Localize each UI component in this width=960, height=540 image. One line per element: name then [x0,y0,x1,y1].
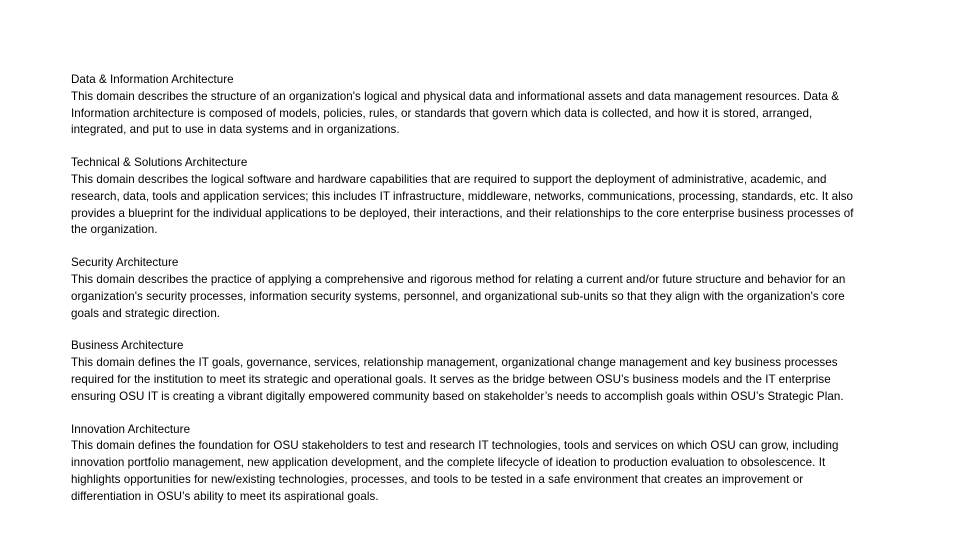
section-body: This domain describes the logical software and hardware capabilities that are required to support the deployment of administrative, academic, and research, data, tools and application services; this includes IT infrastructure, middleware, networks, communications, processing, standards, etc. It also provides a blueprint for the individual applications to be deployed, their interactions, and their relationships to the core enterprise business processes of the organization. [71,172,854,237]
section-title: Data & Information Architecture [71,73,234,86]
section-technical-solutions-architecture [71,155,860,239]
section-innovation-architecture [71,422,860,506]
section-business-architecture [71,338,860,405]
section-body: This domain defines the IT goals, governance, services, relationship management, organizational change management and key business processes required for the institution to meet its strategic and operational goals. It serves as the bridge between OSU’s business models and the IT enterprise ensuring OSU IT is creating a vibrant digitally empowered community based on stakeholder’s needs to accomplish goals within OSU’s Strategic Plan. [71,356,844,403]
section-data-information-architecture [71,72,860,139]
section-body: This domain describes the structure of an organization's logical and physical data and informational assets and data management resources. Data & Information architecture is composed of models, policies, rules, or standards that govern which data is collected, and how it is stored, arranged, integrated, and put to use in data systems and in organizations. [71,89,839,137]
section-security-architecture [71,255,860,322]
section-title: Security Architecture [71,256,179,270]
section-body: This domain defines the foundation for OSU stakeholders to test and research IT technologies, tools and services on which OSU can grow, including innovation portfolio management, new application development, and the complete lifecycle of ideation to production evaluation to obsolescence. It highlights opportunities for new/existing technologies, processes, and tools to be tested in a safe environment that creates an improvement or differentiation in OSU’s ability to meet its aspirational goals. [71,439,839,503]
section-title: Innovation Architecture [71,422,191,436]
section-title: Business Architecture [71,339,184,353]
section-title: Technical & Solutions Architecture [71,156,248,170]
section-body: This domain describes the practice of applying a comprehensive and rigorous method for relating a current and/or future structure and behavior for an organization's security processes, information security systems, personnel, and organizational sub-units so that they align with the organization's core goals and strategic direction. [71,272,846,320]
